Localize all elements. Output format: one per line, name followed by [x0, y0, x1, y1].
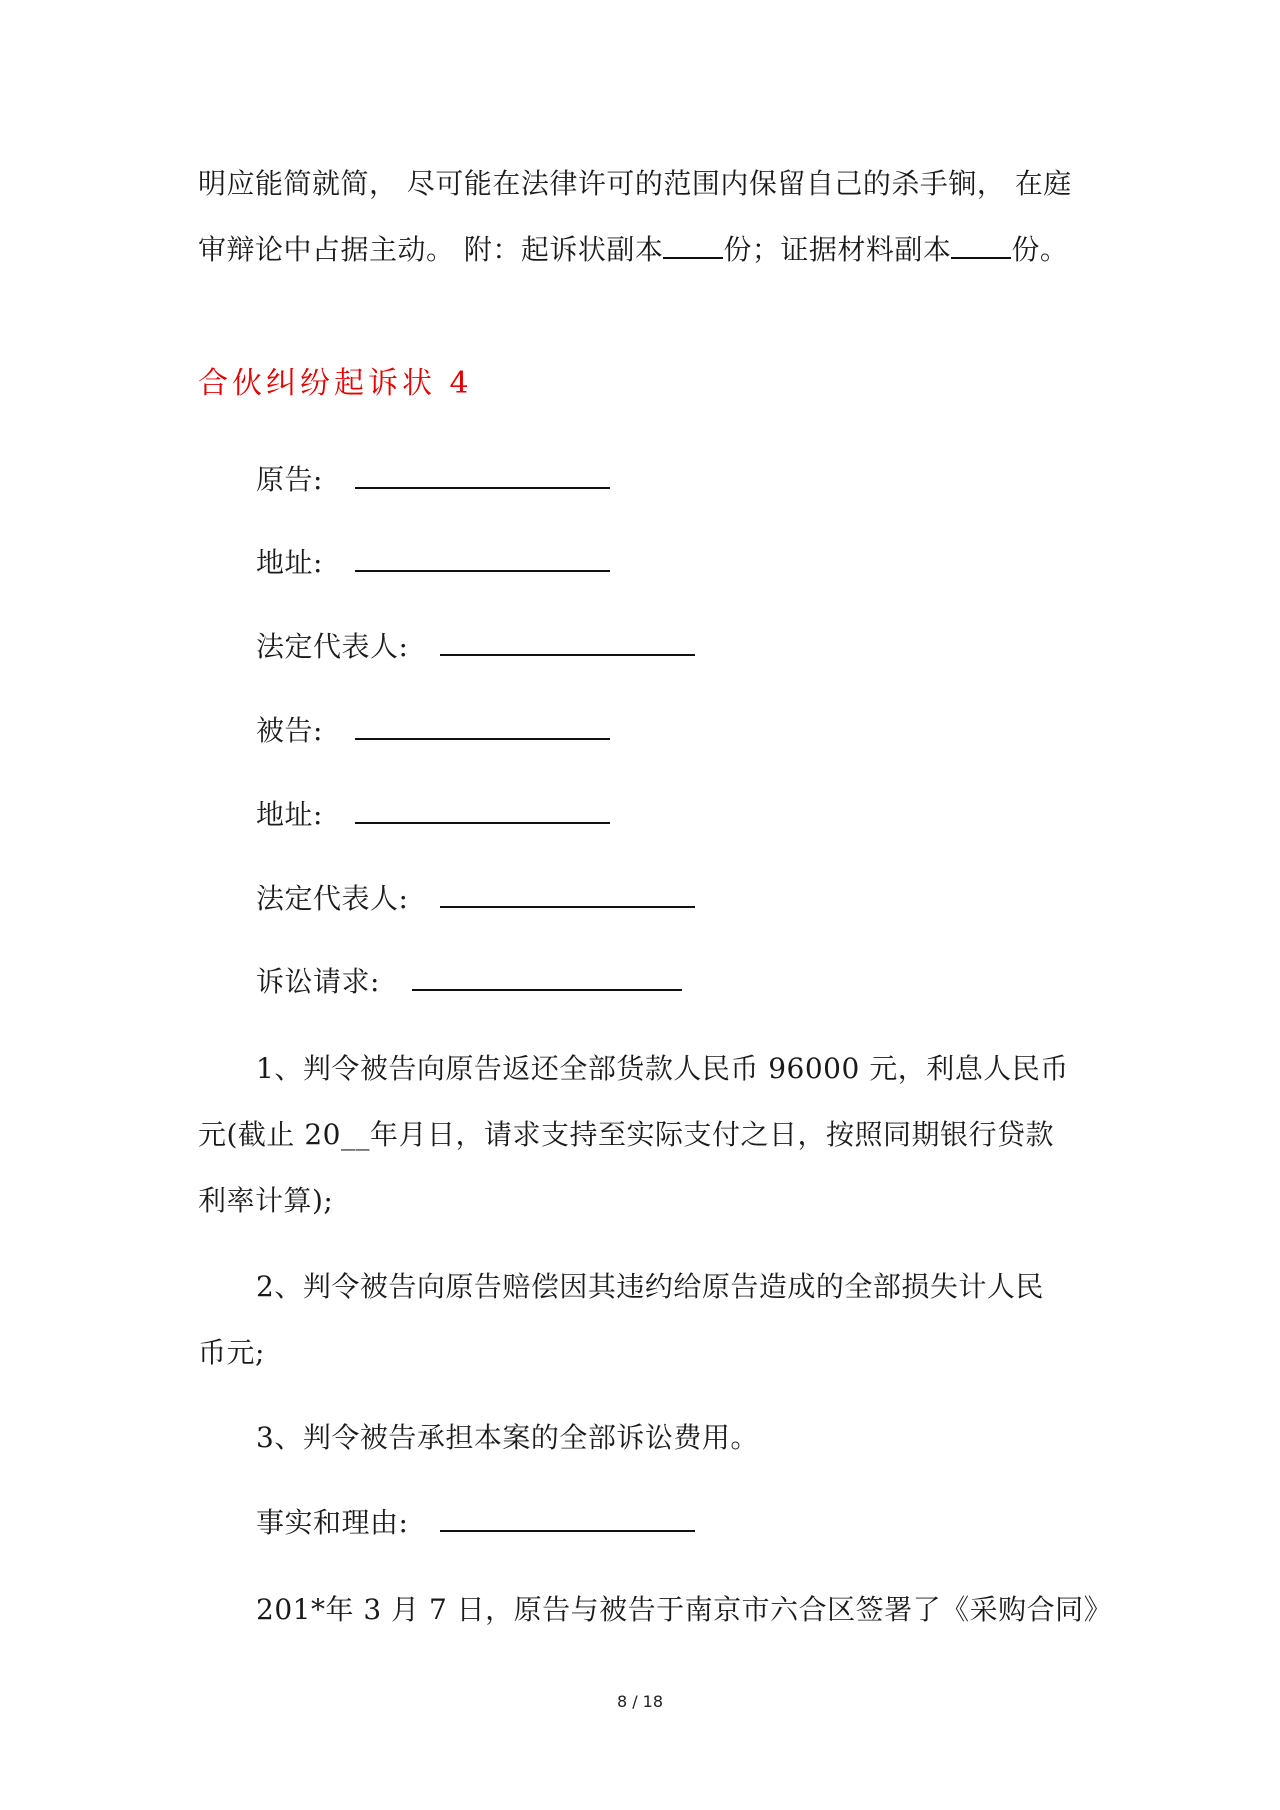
- claim-2-line-1: 2、判令被告向原告赔偿因其违约给原告造成的全部损失计人民: [256, 1270, 1044, 1303]
- plaintiff-rep-blank: [440, 628, 695, 656]
- defendant-address-blank: [355, 796, 610, 824]
- claims-blank: [412, 963, 682, 991]
- plaintiff-field: [256, 460, 610, 500]
- facts-label: 事实和理由:: [256, 1506, 409, 1539]
- defendant-rep-blank: [440, 880, 695, 908]
- copies-blank-2: [951, 231, 1011, 259]
- facts-blank: [440, 1504, 695, 1532]
- intro-line-2-a: 审辩论中占据主动。 附：起诉状副本: [198, 233, 664, 266]
- intro-line-2-b: 份；证据材料副本: [723, 233, 952, 266]
- defendant-rep-field: [256, 879, 695, 919]
- section-heading: 合伙纠纷起诉状 4: [198, 366, 473, 401]
- plaintiff-address-label: 地址:: [256, 546, 323, 579]
- defendant-address-label: 地址:: [256, 798, 323, 831]
- claim-2-line-2: 币元;: [198, 1336, 265, 1369]
- plaintiff-blank: [355, 461, 610, 489]
- defendant-rep-label: 法定代表人:: [256, 882, 409, 915]
- defendant-address-field: [256, 795, 610, 835]
- defendant-blank: [355, 712, 610, 740]
- claim-1-line-1: 1、判令被告向原告返还全部货款人民币 96000 元，利息人民币: [256, 1052, 1069, 1085]
- claim-3-line-1: 3、判令被告承担本案的全部诉讼费用。: [256, 1421, 759, 1454]
- intro-line-2-c: 份。: [1011, 233, 1069, 266]
- copies-blank-1: [663, 231, 723, 259]
- claims-field: [256, 962, 682, 1002]
- page-number: 8 / 18: [616, 1692, 664, 1711]
- plaintiff-rep-label: 法定代表人:: [256, 630, 409, 663]
- facts-field: [256, 1503, 695, 1543]
- claim-1-line-3: 利率计算);: [198, 1184, 334, 1217]
- intro-line-1: 明应能简就简， 尽可能在法律许可的范围内保留自己的杀手锏， 在庭: [198, 167, 1072, 200]
- plaintiff-rep-field: [256, 627, 695, 667]
- claim-1-line-2: 元(截止 20__年月日，请求支持至实际支付之日，按照同期银行贷款: [198, 1118, 1054, 1151]
- defendant-field: [256, 711, 610, 751]
- plaintiff-address-field: [256, 543, 610, 583]
- facts-line-1: 201*年 3 月 7 日，原告与被告于南京市六合区签署了《采购合同》: [256, 1593, 1113, 1626]
- plaintiff-label: 原告:: [256, 463, 323, 496]
- defendant-label: 被告:: [256, 714, 323, 747]
- plaintiff-address-blank: [355, 544, 610, 572]
- intro-line-2: [198, 230, 1068, 270]
- claims-label: 诉讼请求:: [256, 965, 380, 998]
